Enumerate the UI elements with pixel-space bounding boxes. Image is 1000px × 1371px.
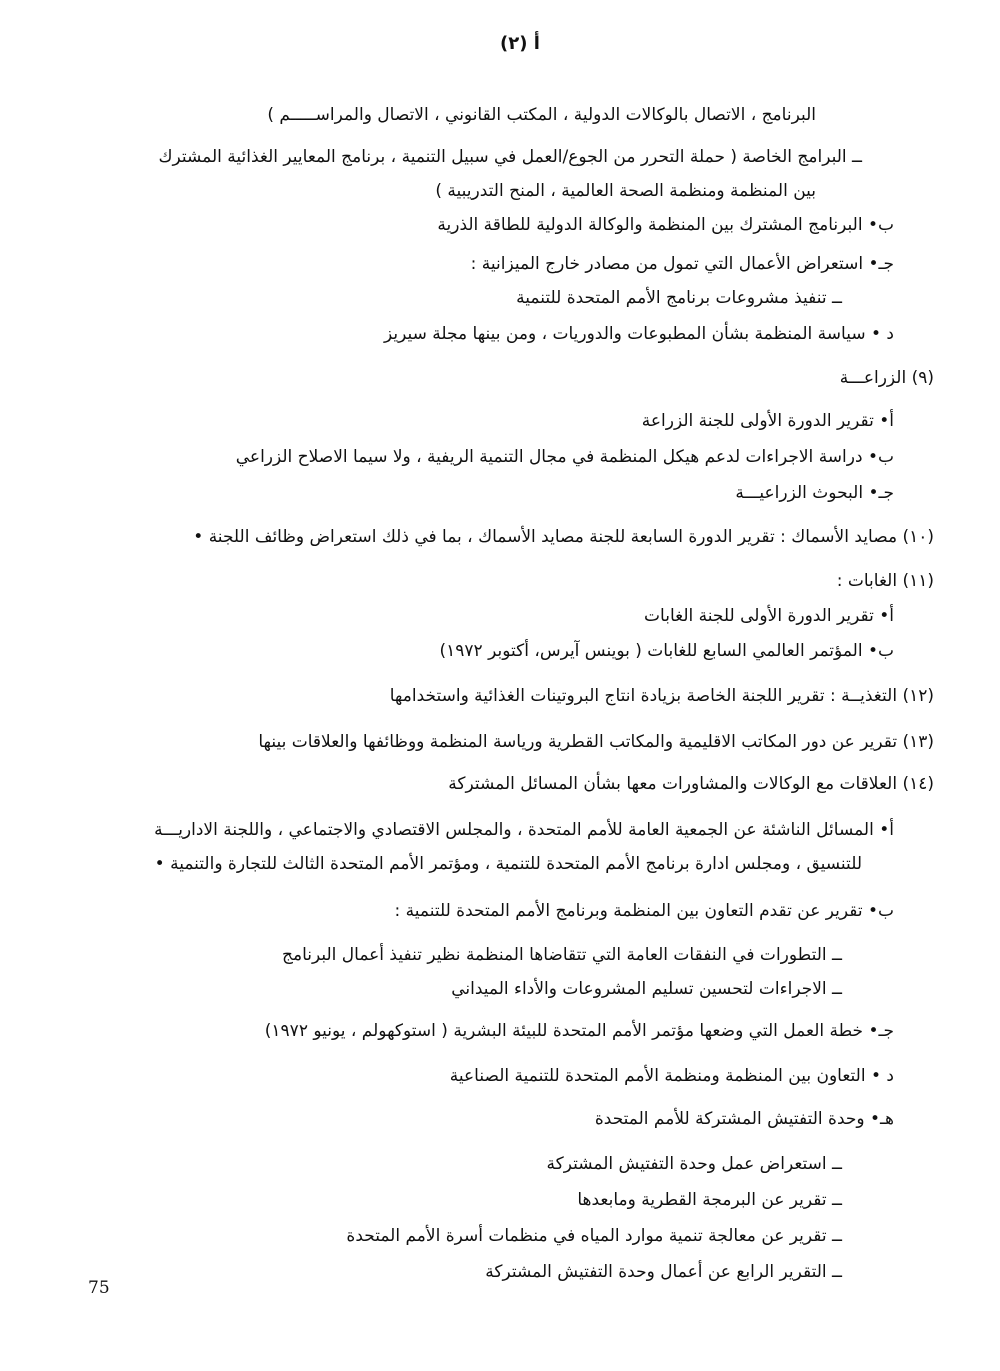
list-item: أ• تقرير الدورة الأولى للجنة الغابات [644, 606, 894, 626]
list-item: د • سياسة المنظمة بشأن المطبوعات والدوريات ، ومن بينها مجلة سيريز [384, 324, 894, 344]
list-item: ب• المؤتمر العالمي السابع للغابات ( بوينس آيرس، أكتوبر ١٩٧٢) [439, 641, 894, 661]
list-item: جـ• البحوث الزراعيـــة [735, 483, 894, 503]
text-line: بين المنظمة ومنظمة الصحة العالمية ، المنح التدريبية ) [435, 181, 816, 201]
list-item: د • التعاون بين المنظمة ومنظمة الأمم المتحدة للتنمية الصناعية [449, 1066, 894, 1086]
list-item: أ• المسائل الناشئة عن الجمعية العامة للأمم المتحدة ، والمجلس الاقتصادي والاجتماعي ، واللجنة الاداريـــة [154, 820, 894, 840]
list-item: هـ• وحدة التفتيش المشتركة للأمم المتحدة [594, 1109, 894, 1129]
section-heading: (١٤) العلاقات مع الوكالات والمشاورات معها بشأن المسائل المشتركة [448, 774, 934, 794]
list-item: ــ استعراض عمل وحدة التفتيش المشتركة [546, 1154, 842, 1174]
section-heading: (١٠) مصايد الأسماك : تقرير الدورة السابعة للجنة مصايد الأسماك ، بما في ذلك استعراض وظائف اللجنة • [193, 527, 934, 547]
list-item: جـ• خطة العمل التي وضعها مؤتمر الأمم المتحدة للبيئة البشرية ( استوكهولم ، يونيو ١٩٧٢) [264, 1021, 894, 1041]
list-item: ــ تنفيذ مشروعات برنامج الأمم المتحدة للتنمية [516, 288, 842, 308]
list-item: ب• دراسة الاجراءات لدعم هيكل المنظمة في مجال التنمية الريفية ، ولا سيما الاصلاح الزراعي [235, 447, 894, 467]
list-item: ــ الاجراءات لتحسين تسليم المشروعات والأداء الميداني [451, 979, 842, 999]
list-item: ب• تقرير عن تقدم التعاون بين المنظمة وبرنامج الأمم المتحدة للتنمية : [394, 901, 894, 921]
list-item: ب• البرنامج المشترك بين المنظمة والوكالة الدولية للطاقة الذرية [437, 215, 894, 235]
list-item: جـ• استعراض الأعمال التي تمول من مصادر خارج الميزانية : [470, 254, 894, 274]
text-line: البرنامج ، الاتصال بالوكالات الدولية ، المكتب القانوني ، الاتصال والمراســـــم ) [267, 105, 816, 125]
page-header: أ (٢) [500, 33, 540, 54]
list-item: ــ تقرير عن معالجة تنمية موارد المياه في منظمات أسرة الأمم المتحدة [346, 1226, 842, 1246]
section-heading: (١١) الغابات : [836, 571, 934, 591]
section-heading: (١٢) التغذيــة : تقرير اللجنة الخاصة بزيادة انتاج البروتينات الغذائية واستخدامها [389, 686, 934, 706]
section-heading: (٩) الزراعـــة [839, 368, 934, 388]
list-item: ــ تقرير عن البرمجة القطرية ومابعدها [577, 1190, 842, 1210]
list-item: ــ التقرير الرابع عن أعمال وحدة التفتيش المشتركة [485, 1262, 842, 1282]
text-line: ــ البرامج الخاصة ( حملة التحرر من الجوع/العمل في سبيل التنمية ، برنامج المعايير الغذائية المشترك [158, 147, 862, 167]
list-item: أ• تقرير الدورة الأولى للجنة الزراعة [641, 411, 894, 431]
page-number: 75 [88, 1278, 110, 1298]
text-line: للتنسيق ، ومجلس ادارة برنامج الأمم المتحدة للتنمية ، ومؤتمر الأمم المتحدة الثالث للتجارة والتنمية • [154, 854, 862, 874]
list-item: ــ التطورات في النفقات العامة التي تتقاضاها المنظمة نظير تنفيذ أعمال البرنامج [282, 945, 842, 965]
section-heading: (١٣) تقرير عن دور المكاتب الاقليمية والمكاتب القطرية ورياسة المنظمة ووظائفها والعلاقات بينها [258, 732, 934, 752]
